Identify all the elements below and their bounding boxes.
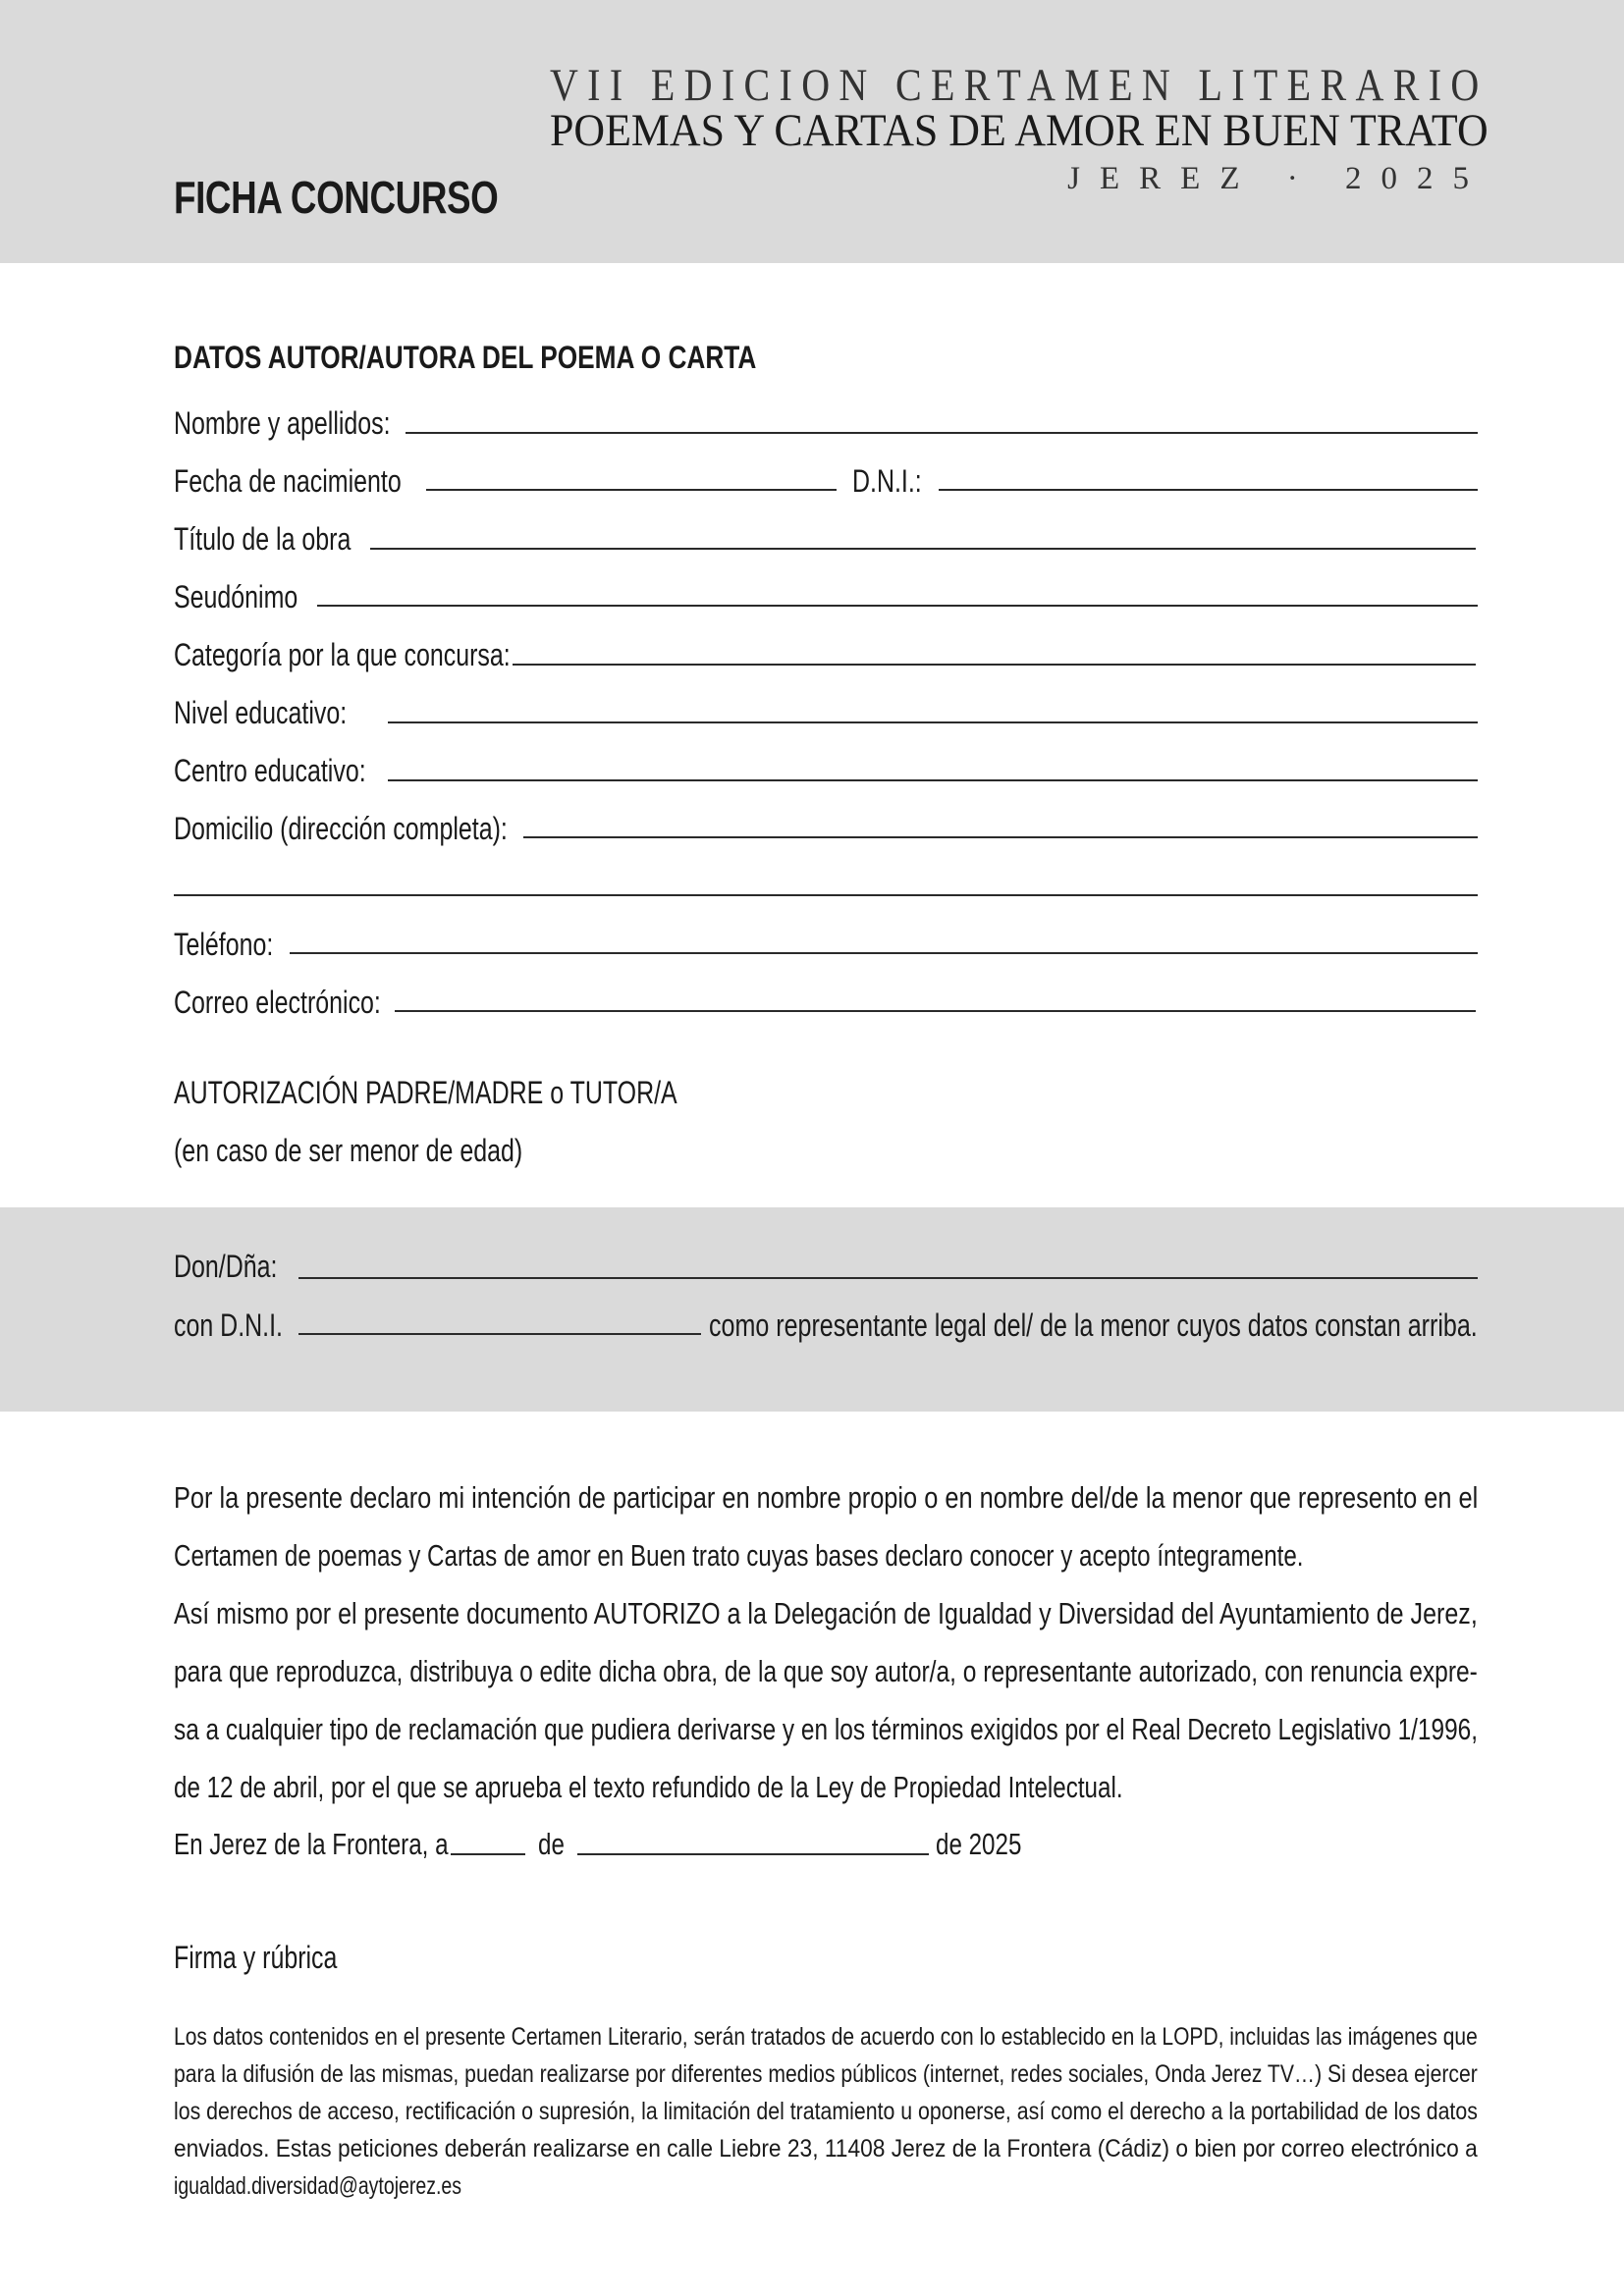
- address-field[interactable]: [523, 836, 1478, 838]
- dni-label: D.N.I.:: [852, 463, 922, 499]
- email-label: Correo electrónico:: [174, 985, 381, 1020]
- dni-field[interactable]: [939, 489, 1478, 491]
- pseudonym-field[interactable]: [317, 605, 1478, 607]
- pseudonym-label: Seudónimo: [174, 579, 298, 614]
- declaration-line: Certamen de poemas y Cartas de amor en Buen trato cuyas bases declaro conocer y acepto íntegramente.: [174, 1538, 1304, 1573]
- guardian-name-field[interactable]: [298, 1277, 1478, 1279]
- guardian-name-label: Don/Dña:: [174, 1249, 278, 1284]
- privacy-line: los derechos de acceso, rectificación o supresión, la limitación del tratamiento u oponerse, así como el derecho a la portabilidad de los datos: [174, 2098, 1478, 2125]
- declaration-line: para que reproduzca, distribuya o edite dicha obra, de la que soy autor/a, o representante autorizado, con renuncia expre-: [174, 1654, 1478, 1688]
- category-label: Categoría por la que concursa:: [174, 637, 511, 672]
- declaration-line: sa a cualquier tipo de reclamación que pudiera derivarse y en los términos exigidos por el Real Decreto Legislativo 1/1996,: [174, 1712, 1479, 1746]
- birth-date-field[interactable]: [426, 489, 837, 491]
- contest-title: POEMAS Y CARTAS DE AMOR EN BUEN TRATO: [550, 105, 1489, 156]
- work-title-field[interactable]: [370, 548, 1476, 550]
- author-section-heading: DATOS AUTOR/AUTORA DEL POEMA O CARTA: [174, 340, 757, 375]
- declaration-line: de 12 de abril, por el que se aprueba el texto refundido de la Ley de Propiedad Intelectual.: [174, 1770, 1123, 1804]
- privacy-line: para la difusión de las mismas, puedan realizarse por diferentes medios públicos (internet, redes sociales, Onda Jerez TV…) Si desea ejercer: [174, 2060, 1478, 2088]
- work-title-label: Título de la obra: [174, 521, 352, 557]
- date-prefix: En Jerez de la Frontera, a: [174, 1827, 449, 1861]
- name-field[interactable]: [406, 432, 1478, 434]
- privacy-email: igualdad.diversidad@aytojerez.es: [174, 2172, 461, 2200]
- education-level-field[interactable]: [388, 721, 1478, 723]
- address-label: Domicilio (dirección completa):: [174, 811, 508, 846]
- privacy-line: Los datos contenidos en el presente Certamen Literario, serán tratados de acuerdo con lo establecido en la LOPD, incluidas las imágenes que: [174, 2023, 1478, 2051]
- authorization-note: (en caso de ser menor de edad): [174, 1133, 523, 1168]
- legal-representative-text: como representante legal del/ de la menor cuyos datos constan arriba.: [709, 1308, 1478, 1343]
- address-field-line-2[interactable]: [174, 894, 1478, 896]
- date-year-label: de 2025: [936, 1827, 1022, 1861]
- school-field[interactable]: [388, 779, 1478, 781]
- guardian-dni-field[interactable]: [298, 1333, 701, 1335]
- email-field[interactable]: [395, 1010, 1476, 1012]
- date-de-label: de: [538, 1827, 565, 1861]
- edition-title: VII EDICION CERTAMEN LITERARIO: [550, 60, 1489, 111]
- category-field[interactable]: [513, 664, 1476, 666]
- privacy-line: enviados. Estas peticiones deberán realizarse en calle Liebre 23, 11408 Jerez de la Frontera (Cádiz) o bien por correo electrónico a: [174, 2135, 1478, 2163]
- declaration-line: Por la presente declaro mi intención de participar en nombre propio o en nombre del/de la menor que represento en el: [174, 1480, 1479, 1515]
- guardian-dni-label: con D.N.I.: [174, 1308, 283, 1343]
- form-title: FICHA CONCURSO: [174, 172, 499, 223]
- school-label: Centro educativo:: [174, 753, 366, 788]
- place-year: JEREZ · 2025: [1067, 161, 1489, 196]
- birth-date-label: Fecha de nacimiento: [174, 463, 402, 499]
- phone-field[interactable]: [290, 952, 1478, 954]
- date-day-field[interactable]: [451, 1853, 525, 1855]
- date-month-field[interactable]: [577, 1853, 929, 1855]
- education-level-label: Nivel educativo:: [174, 695, 348, 730]
- authorization-heading: AUTORIZACIÓN PADRE/MADRE o TUTOR/A: [174, 1075, 677, 1110]
- name-label: Nombre y apellidos:: [174, 405, 391, 441]
- declaration-line: Así mismo por el presente documento AUTORIZO a la Delegación de Igualdad y Diversidad del Ayuntamiento de Jerez,: [174, 1596, 1478, 1630]
- phone-label: Teléfono:: [174, 927, 274, 962]
- signature-label: Firma y rúbrica: [174, 1940, 338, 1975]
